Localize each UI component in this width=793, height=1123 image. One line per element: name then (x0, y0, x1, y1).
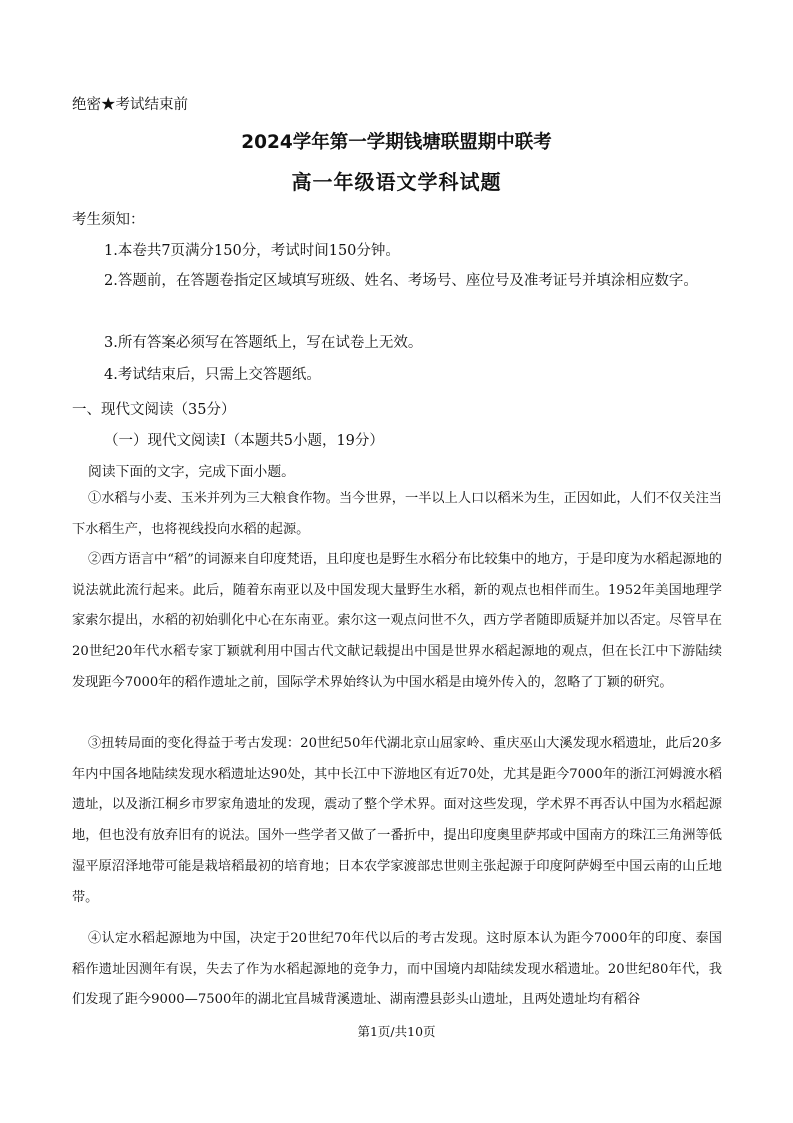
secret-mark: 绝密★考试结束前 (72, 97, 188, 113)
notice-item-3: 3.所有答案必须写在答题纸上，写在试卷上无效。 (104, 335, 423, 351)
paragraph-1: ①水稻与小麦、玉米并列为三大粮食作物。当今世界，一半以上人口以稻米为生，正因如此，人们不仅关注当下水稻生产，也将视线投向水稻的起源。 (72, 491, 722, 537)
paragraph-2: ②西方语言中“稻”的词源来自印度梵语，且印度也是野生水稻分布比较集中的地方，于是印度为水稻起源地的说法就此流行起来。此后，随着东南亚以及中国发现大量野生水稻，新的观点也相伴而生。1952年美国地理学家索尔提出，水稻的初始驯化中心在东南亚。索尔这一观点问世不久，西方学者随即质疑并加以否定。尽管早在20世纪20年代水稻专家丁颖就利用中国古代文献记载提出中国是世界水稻起源地的观点，但在长江中下游陆续发现距今7000年的稻作遗址之前，国际学术界始终认为中国水稻是由境外传入的，忽略了丁颖的研究。 (72, 552, 722, 690)
page-number: 第1页/共10页 (357, 1024, 436, 1039)
paragraph-3: ③扭转局面的变化得益于考古发现：20世纪50年代湖北京山屈家岭、重庆巫山大溪发现水稻遗址，此后20多年内中国各地陆续发现水稻遗址达90处，其中长江中下游地区有近70处，尤其是距今7000年的浙江河姆渡水稻遗址，以及浙江桐乡市罗家角遗址的发现，震动了整个学术界。面对这些发现，学术界不再否认中国为水稻起源地，但也没有放弃旧有的说法。国外一些学者又做了一番折中，提出印度奥里萨邦或中国南方的珠江三角洲等低湿平原沼泽地带可能是栽培稻最初的培育地；日本农学家渡部忠世则主张起源于印度阿萨姆至中国云南的山丘地带。 (72, 736, 722, 905)
notice-item-2: 2.答题前，在答题卷指定区域填写班级、姓名、考场号、座位号及准考证号并填涂相应数字。 (104, 273, 698, 289)
reading-instruction: 阅读下面的文字，完成下面小题。 (88, 464, 295, 480)
section-title: 一、现代文阅读（35分） (72, 402, 236, 418)
notice-item-1: 1.本卷共7页满分150分，考试时间150分钟。 (104, 243, 400, 259)
notice-item-4: 4.考试结束后，只需上交答题纸。 (104, 367, 321, 383)
paragraph-4: ④认定水稻起源地为中国，决定于20世纪70年代以后的考古发现。这时原本认为距今7000年的印度、泰国稻作遗址因测年有误，失去了作为水稻起源地的竞争力，而中国境内却陆续发现水稻遗址。20世纪80年代，我们发现了距今9000—7500年的湖北宜昌城背溪遗址、湖南澧县彭头山遗址，且两处遗址均有稻谷 (72, 931, 722, 1008)
notice-heading: 考生须知： (72, 212, 145, 228)
exam-subtitle: 高一年级语文学科试题 (291, 170, 502, 194)
exam-title: 2024学年第一学期钱塘联盟期中联考 (241, 132, 552, 153)
subsection-title: （一）现代文阅读Ⅰ（本题共5小题，19分） (104, 433, 384, 449)
